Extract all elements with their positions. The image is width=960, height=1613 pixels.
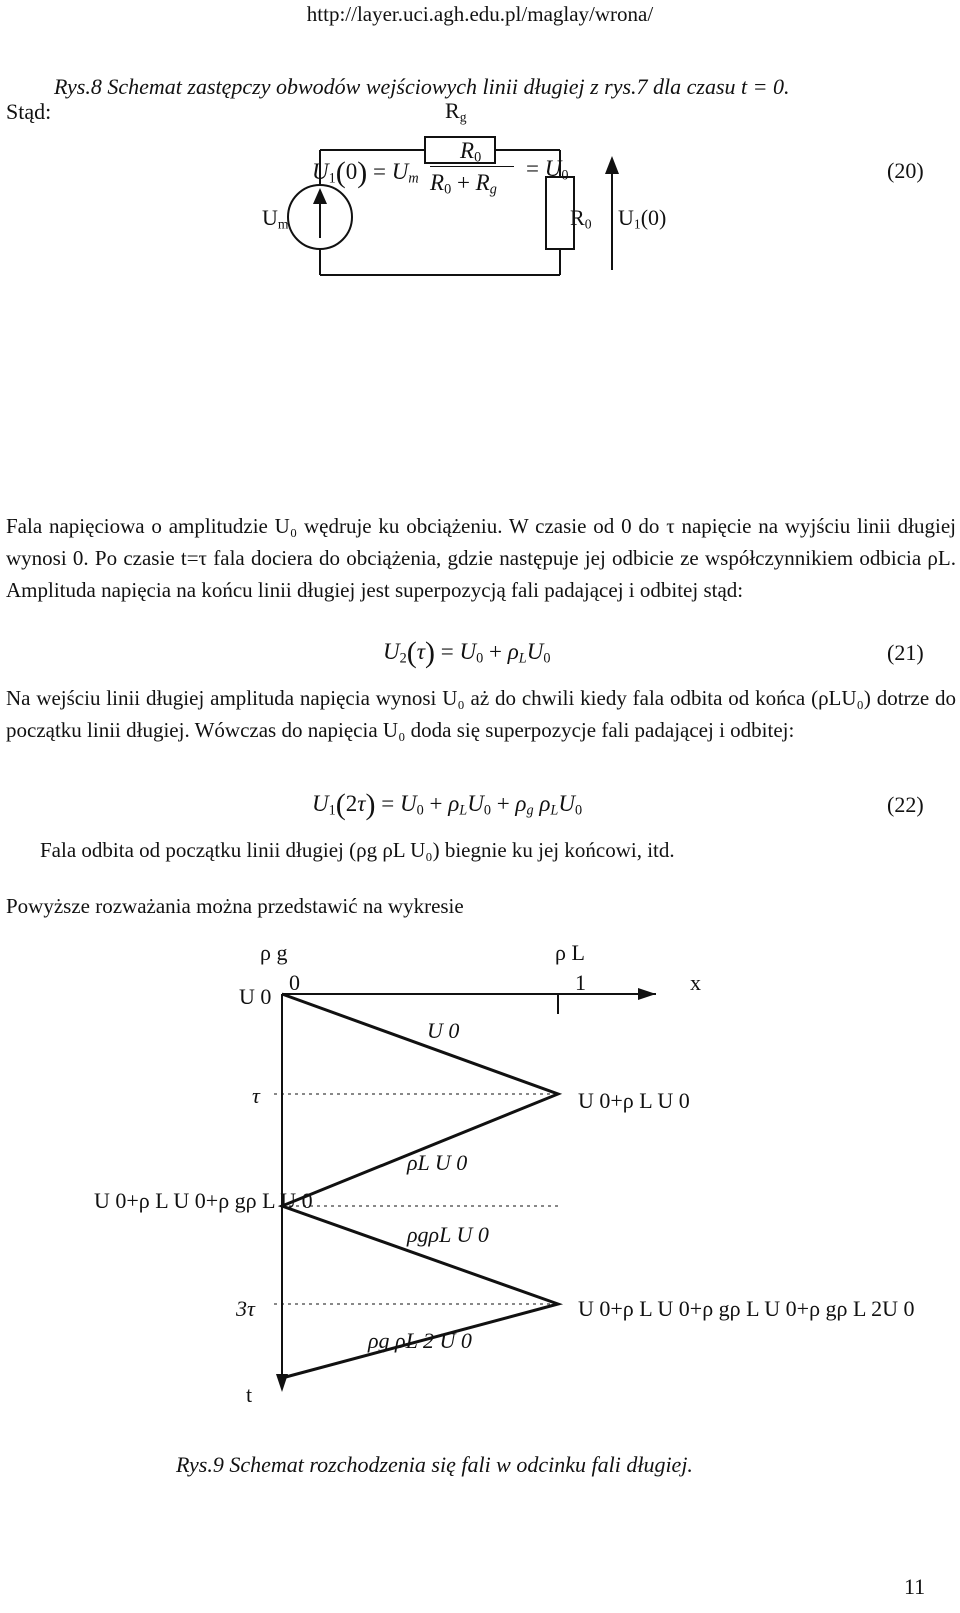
paragraph-2: Na wejściu linii długiej amplituda napięcia wynosi U₀ aż do chwili kiedy fala odbita od końca (ρLU₀) dotrze do początku linii długiej. Wówczas do napięcia U₀ doda się superpozycje fali padającej i odbitej: [6, 686, 956, 742]
label-right-tau: U 0+ρ L U 0 [578, 1088, 690, 1113]
label-x-one: 1 [575, 970, 586, 995]
equation-21-number: (21) [887, 640, 924, 665]
equation-21: $U_2(\tau) = U_0 + \rho_LU_0$ [383, 636, 551, 669]
label-u1: $U_1(0)$ [618, 205, 667, 232]
x-axis-arrow [638, 988, 656, 1000]
equation-20-number: (20) [887, 158, 924, 183]
page-number: 11 [904, 1574, 926, 1599]
label-rho-g-rho-l-u0: ρgρL U 0 [407, 1222, 489, 1247]
label-rho-l: ρ L [555, 940, 585, 965]
label-bottom-expr: ρg ρL 2 U 0 [368, 1328, 472, 1353]
paragraph-4: Powyższe rozważania można przedstawić na wykresie [6, 894, 464, 918]
label-rho-l-u0: ρL U 0 [407, 1150, 468, 1175]
label-x: x [690, 970, 701, 995]
label-t: t [246, 1382, 253, 1407]
equation-22: $U_1(2\tau) = U_0 + \rho_LU_0 + \rho_g$ $\rho_LU_0$ [312, 788, 583, 821]
wave-path [282, 994, 558, 1378]
label-u0-mid: U 0 [427, 1018, 460, 1043]
paragraph-1: Fala napięciowa o amplitudzie U₀ wędruje ku obciążeniu. W czasie od 0 do τ napięcie na wyjściu linii długiej wynosi 0. Po czasie t=τ fala dociera do obciążenia, gdzie następuje jej odbicie ze współczynnikiem odbicia ρL. Amplituda napięcia na końcu linii długiej jest superpozycją fali padającej i odbitej stąd: [6, 514, 956, 602]
label-x-zero: 0 [289, 970, 300, 995]
label-tau: τ [252, 1083, 260, 1108]
label-u0-left: U 0 [239, 984, 272, 1009]
paragraph-3: Fala odbita od początku linii długiej (ρg ρL U₀) biegnie ku jej końcowi, itd. [40, 838, 675, 862]
fig9-caption: Rys.9 Schemat rozchodzenia się fali w odcinku fali długiej. [176, 1452, 693, 1477]
stad-label: Stąd: [6, 99, 52, 124]
label-right-three-tau: U 0+ρ L U 0+ρ gρ L U 0+ρ gρ L 2U 0 [578, 1296, 915, 1321]
equation-22-number: (22) [887, 792, 924, 817]
label-left-two-tau: U 0+ρ L U 0+ρ gρ L U 0 [94, 1188, 313, 1213]
label-r0: $R_0$ [570, 205, 592, 232]
t-axis-arrow [276, 1374, 288, 1392]
label-rho-g: ρ g [260, 940, 288, 965]
label-um: $U_m$ [262, 205, 289, 232]
fig8-caption: Rys.8 Schemat zastępczy obwodów wejściowych linii długiej z rys.7 dla czasu t = 0. [54, 74, 790, 99]
label-three-tau: 3τ [236, 1296, 255, 1321]
label-rg: $R_g$ [445, 98, 467, 125]
page-url: http://layer.uci.agh.edu.pl/maglay/wrona/ [306, 2, 654, 26]
equation-20: $U_1(0) = U_m$ $R_0$ $R_0 + R_g$ = $U_0$ [312, 138, 569, 198]
